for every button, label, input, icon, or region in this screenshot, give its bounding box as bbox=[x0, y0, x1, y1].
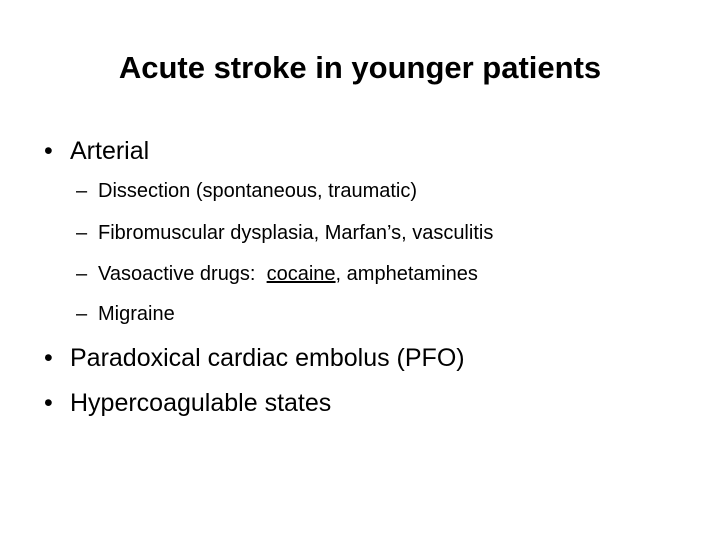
bullet-marker: • bbox=[44, 389, 53, 417]
subitem-label: Migraine bbox=[98, 303, 175, 325]
subitem-vasoactive-drugs bbox=[76, 259, 478, 289]
bullet-paradoxical-embolus bbox=[44, 340, 465, 376]
bullet-marker: • bbox=[44, 344, 53, 372]
dash-marker: – bbox=[76, 222, 88, 244]
dash-marker: – bbox=[76, 303, 88, 325]
subitem-migraine bbox=[76, 299, 175, 329]
bullet-hypercoagulable bbox=[44, 385, 331, 421]
subitem-suffix: , amphetamines bbox=[335, 263, 478, 285]
bullet-marker: • bbox=[44, 137, 53, 165]
bullet-arterial bbox=[44, 133, 149, 169]
bullet-label: Paradoxical cardiac embolus (PFO) bbox=[70, 344, 465, 372]
bullet-label: Arterial bbox=[70, 137, 150, 165]
subitem-label: Fibromuscular dysplasia, Marfan’s, vasculitis bbox=[98, 222, 494, 244]
dash-marker: – bbox=[76, 263, 88, 285]
dash-marker: – bbox=[76, 180, 88, 202]
bullet-label: Hypercoagulable states bbox=[70, 389, 332, 417]
subitem-label: Dissection (spontaneous, traumatic) bbox=[98, 180, 418, 202]
subitem-fibromuscular bbox=[76, 218, 493, 248]
subitem-prefix: Vasoactive drugs: bbox=[98, 263, 267, 285]
slide-title: Acute stroke in younger patients bbox=[118, 50, 602, 85]
subitem-dissection bbox=[76, 176, 417, 206]
cocaine-link[interactable]: cocaine bbox=[266, 263, 336, 285]
